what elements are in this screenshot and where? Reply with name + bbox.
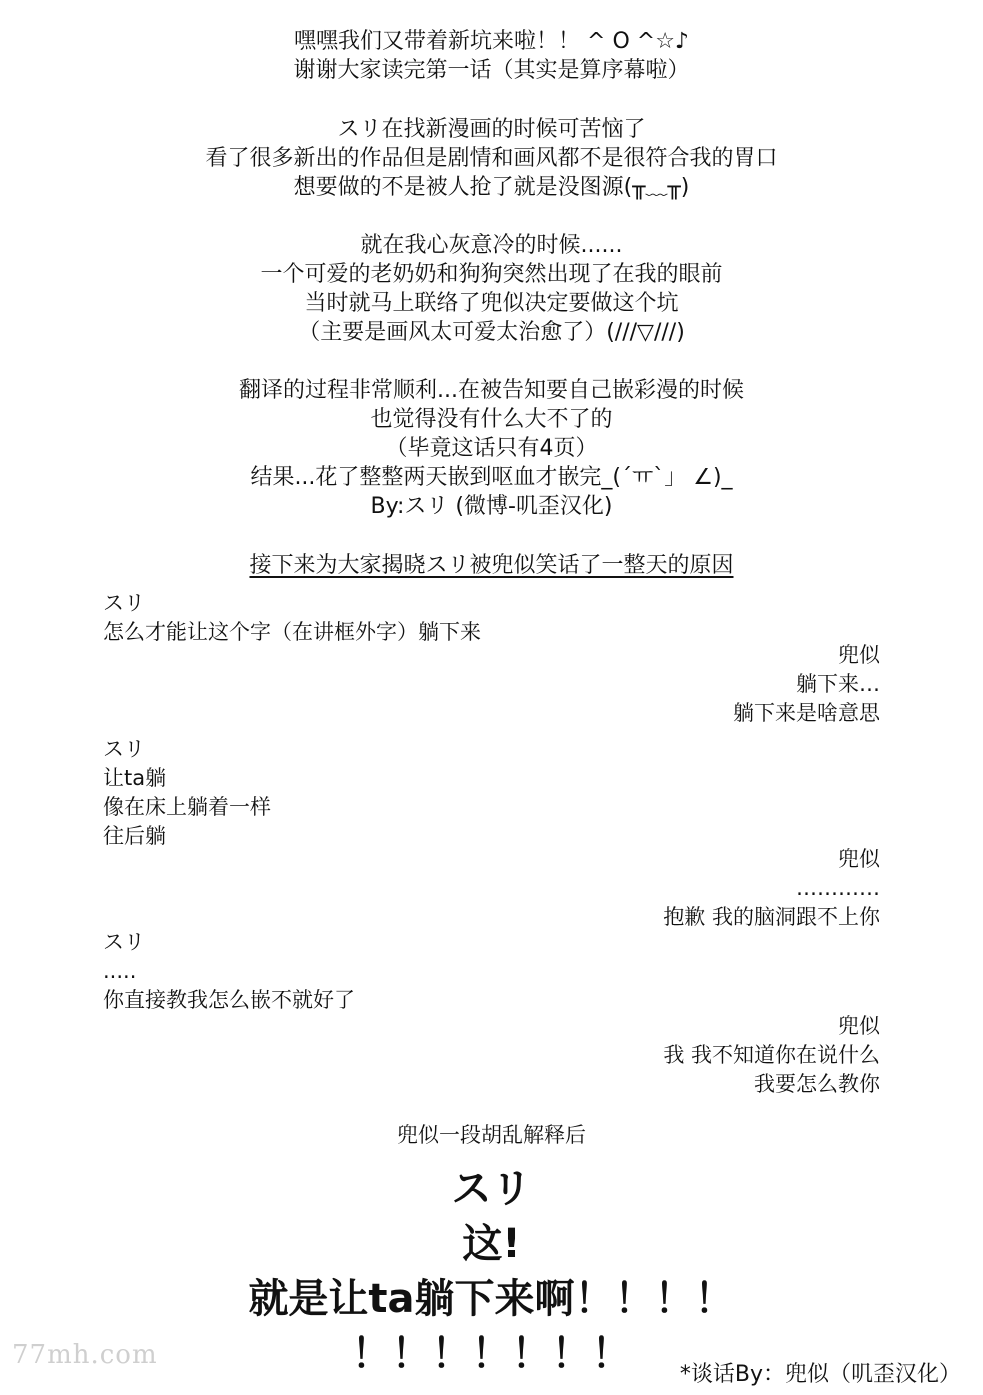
dialogue-line: 你直接教我怎么嵌不就好了 [103,988,355,1012]
intro-line: 嘿嘿我们又带着新坑来啦！！ ^ O ^☆♪ [294,29,689,54]
signature-line: By:スリ (微博-叽歪汉化) [370,494,613,519]
paragraph-line: 结果...花了整整两天嵌到呕血才嵌完_(´ㅠ`」 ∠)_ [250,465,733,490]
section-title-text: 接下来为大家揭晓スリ被兜似笑话了一整天的原因 [249,553,734,578]
punchline-line: ！！！！！！！ [351,1331,632,1377]
paragraph-line: 翻译的过程非常顺利...在被告知要自己嵌彩漫的时候 [239,378,744,403]
speaker-name: スリ [103,930,145,954]
dialogue-right-3 [663,1012,880,1099]
paragraph-line: 想要做的不是被人抢了就是没图源(╥﹏╥) [293,175,690,200]
paragraph-line: （主要是画风太可爱太治愈了）(///▽///) [298,320,685,345]
dialogue-line: 躺下来是啥意思 [733,701,880,725]
translation-block [0,376,983,521]
punchline-line: 就是让ta躺下来啊！！！！ [248,1276,735,1322]
speaker-name: 兜似 [838,1014,880,1038]
paragraph-line: 一个可爱的老奶奶和狗狗突然出现了在我的眼前 [260,262,723,287]
intro-line: 谢谢大家读完第一话（其实是算序幕啦） [293,58,690,83]
dialogue-right-2 [663,845,880,932]
dialogue-line: 我 我不知道你在说什么 [663,1043,880,1067]
dialogue-line: 躺下来… [796,672,880,696]
punchline-line: 这! [462,1221,521,1267]
speaker-name: スリ [103,591,145,615]
speaker-name: スリ [103,737,145,761]
dialogue-left-1 [103,589,481,647]
explain-line: 兜似一段胡乱解释后 [397,1123,586,1147]
speaker-name: 兜似 [838,847,880,871]
dialogue-line: 我要怎么教你 [754,1072,880,1096]
credit-line: *谈话By：兜似（叽歪汉化） [679,1362,961,1387]
dialogue-line: 往后躺 [103,824,166,848]
dialogue-line: 让ta躺 [103,766,167,790]
dialogue-line: ..... [103,959,137,983]
dialogue-right-1 [733,641,880,728]
section-title [0,551,983,581]
speaker-name: 兜似 [838,643,880,667]
dialogue-left-3 [103,928,355,1015]
paragraph-line: 就在我心灰意冷的时候...... [360,233,623,258]
dialogue-line: 怎么才能让这个字（在讲框外字）躺下来 [103,620,481,644]
discovery-block [0,231,983,347]
paragraph-line: スリ在找新漫画的时候可苦恼了 [337,117,646,142]
paragraph-line: 当时就马上联络了兜似决定要做这个坑 [304,291,679,316]
dialogue-line: ………… [796,876,880,900]
paragraph-line: （毕竟这话只有4页） [385,436,598,461]
paragraph-line: 看了很多新出的作品但是剧情和画风都不是很符合我的胃口 [205,146,778,171]
search-story-block [0,115,983,202]
paragraph-line: 也觉得没有什么大不了的 [370,407,613,432]
site-watermark: 77mh.com [12,1340,158,1370]
punchline-line: スリ [451,1166,532,1212]
dialogue-line: 像在床上躺着一样 [103,795,271,819]
dialogue-left-2 [103,735,271,851]
dialogue-line: 抱歉 我的脑洞跟不上你 [663,905,880,929]
intro-block [0,27,983,85]
